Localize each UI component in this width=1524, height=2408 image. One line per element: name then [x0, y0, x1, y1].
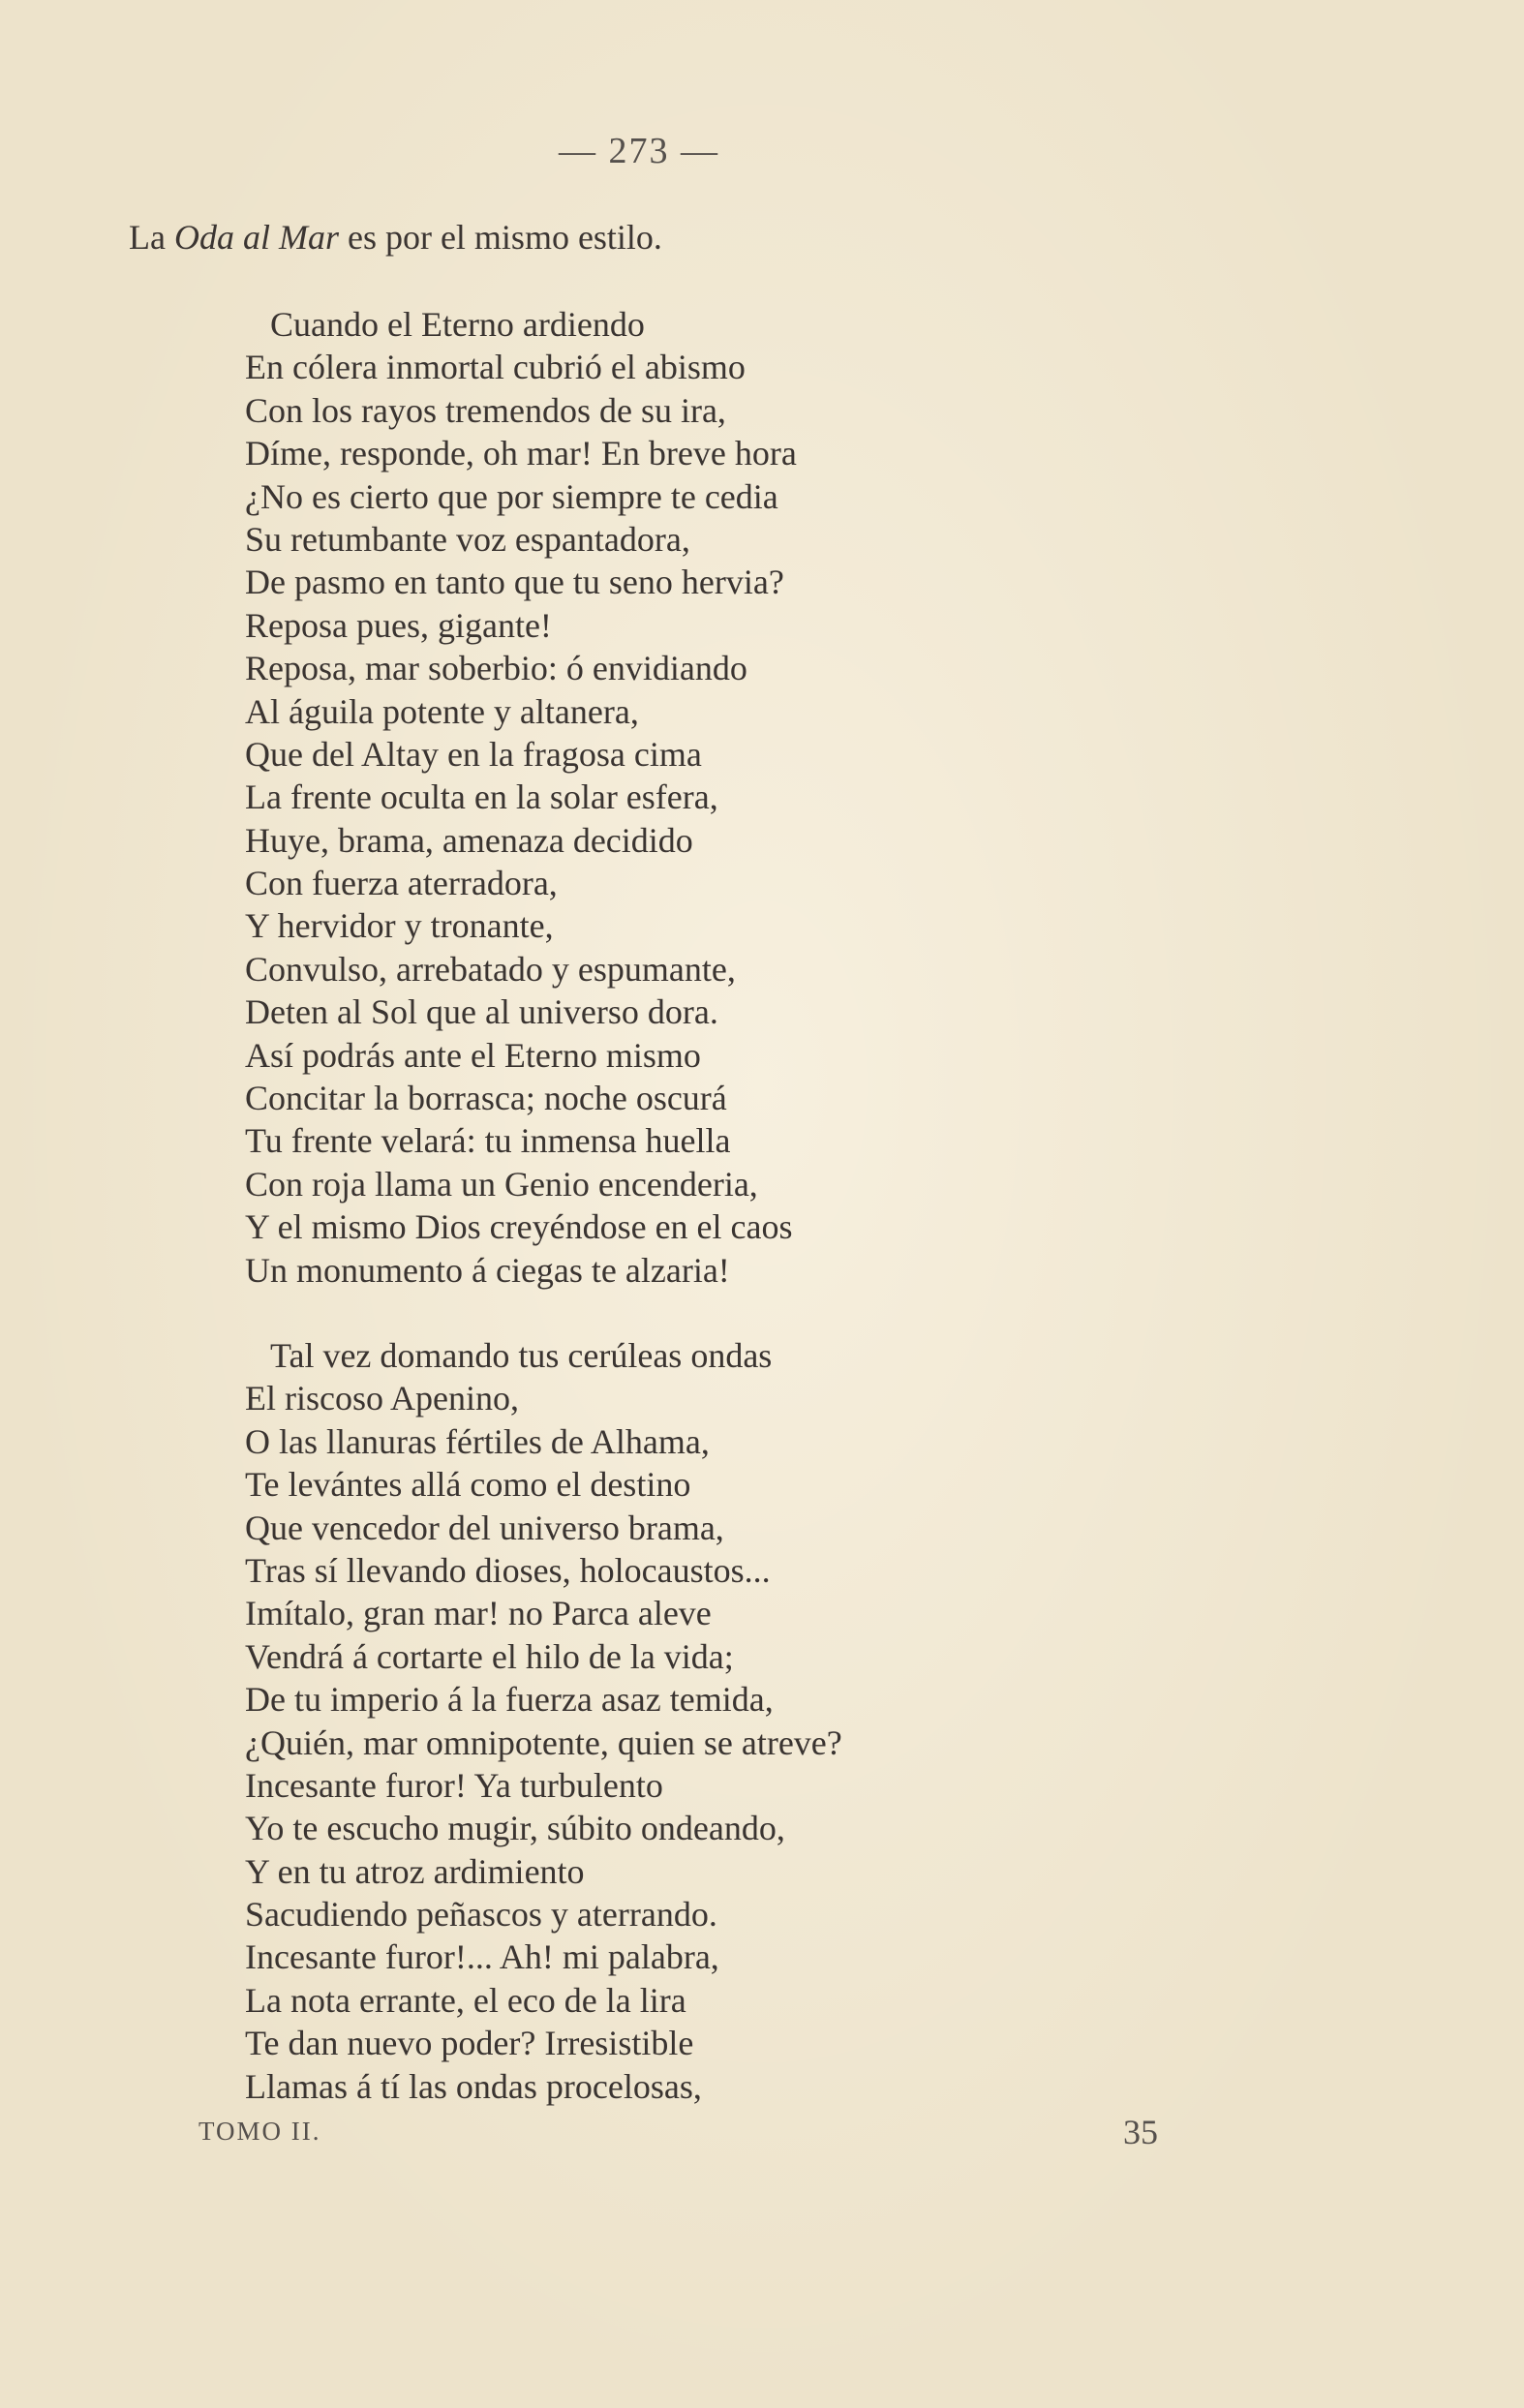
verse-line: Convulso, arrebatado y espumante, [245, 949, 736, 989]
verse-line: Tras sí llevando dioses, holocaustos... [245, 1550, 771, 1590]
verse-line: Concitar la borrasca; noche oscurá [245, 1079, 727, 1118]
verse-line: Con fuerza aterradora, [245, 864, 558, 903]
verse-line: De tu imperio á la fuerza asaz temida, [245, 1680, 774, 1720]
verse-line: Yo te escucho mugir, súbito ondeando, [245, 1809, 785, 1848]
verse-line: La nota errante, el eco de la lira [245, 1980, 686, 2020]
verse-line: Un monumento á ciegas te alzaria! [245, 1250, 730, 1290]
verse-line: Huye, brama, amenaza decidido [245, 820, 693, 860]
page-number: — 273 — [559, 131, 719, 171]
verse-line: ¿No es cierto que por siempre te cedia [245, 476, 778, 516]
verse-line: De pasmo en tanto que tu seno hervia? [245, 563, 784, 602]
intro-line [129, 217, 662, 258]
verse-line: Tu frente velará: tu inmensa huella [245, 1121, 731, 1161]
verse-line: Incesante furor!... Ah! mi palabra, [245, 1937, 719, 1977]
verse-line: Su retumbante voz espantadora, [245, 519, 690, 559]
verse-line: Así podrás ante el Eterno mismo [245, 1035, 701, 1075]
verse-line: Al águila potente y altanera, [245, 691, 639, 731]
poem-title: Oda al Mar [173, 218, 339, 257]
verse-line: Imítalo, gran mar! no Parca aleve [245, 1594, 712, 1633]
verse-line: Vendrá á cortarte el hilo de la vida; [245, 1636, 734, 1676]
verse-line: ¿Quién, mar omnipotente, quien se atreve? [245, 1722, 842, 1762]
verse-line: Y el mismo Dios creyéndose en el caos [245, 1207, 793, 1247]
volume-label: TOMO II. [198, 2117, 321, 2146]
verse-line: Deten al Sol que al universo dora. [245, 992, 718, 1032]
verse-line: Tal vez domando tus cerúleas ondas [270, 1336, 773, 1375]
verse-line: El riscoso Apenino, [245, 1379, 519, 1418]
verse-line: Te levántes allá como el destino [245, 1465, 691, 1505]
verse-line: Reposa pues, gigante! [245, 605, 552, 645]
verse-line: Llamas á tí las ondas procelosas, [245, 2066, 702, 2106]
verse-line: Te dan nuevo poder? Irresistible [245, 2024, 694, 2063]
verse-line: Y hervidor y tronante, [245, 906, 554, 946]
verse-line: Que vencedor del universo brama, [245, 1508, 724, 1547]
verse-line: Díme, responde, oh mar! En breve hora [245, 434, 797, 473]
verse-line: Con los rayos tremendos de su ira, [245, 390, 726, 430]
verse-line: En cólera inmortal cubrió el abismo [245, 348, 746, 387]
verse-line: Sacudiendo peñascos y aterrando. [245, 1895, 717, 1935]
signature-mark: 35 [1123, 2113, 1158, 2151]
verse-line: Cuando el Eterno ardiendo [270, 305, 645, 344]
verse-line: La frente oculta en la solar esfera, [245, 777, 718, 817]
stanza-1 [245, 303, 797, 1292]
verse-line: O las llanuras fértiles de Alhama, [245, 1421, 710, 1461]
verse-line: Con roja llama un Genio encenderia, [245, 1164, 758, 1204]
intro-after: es por el mismo estilo. [338, 218, 662, 257]
verse-line: Que del Altay en la fragosa cima [245, 734, 702, 774]
intro-before: La [129, 218, 174, 257]
stanza-2 [245, 1334, 842, 2108]
verse-line: Y en tu atroz ardimiento [245, 1851, 585, 1891]
verse-line: Incesante furor! Ya turbulento [245, 1765, 663, 1805]
verse-line: Reposa, mar soberbio: ó envidiando [245, 649, 747, 688]
